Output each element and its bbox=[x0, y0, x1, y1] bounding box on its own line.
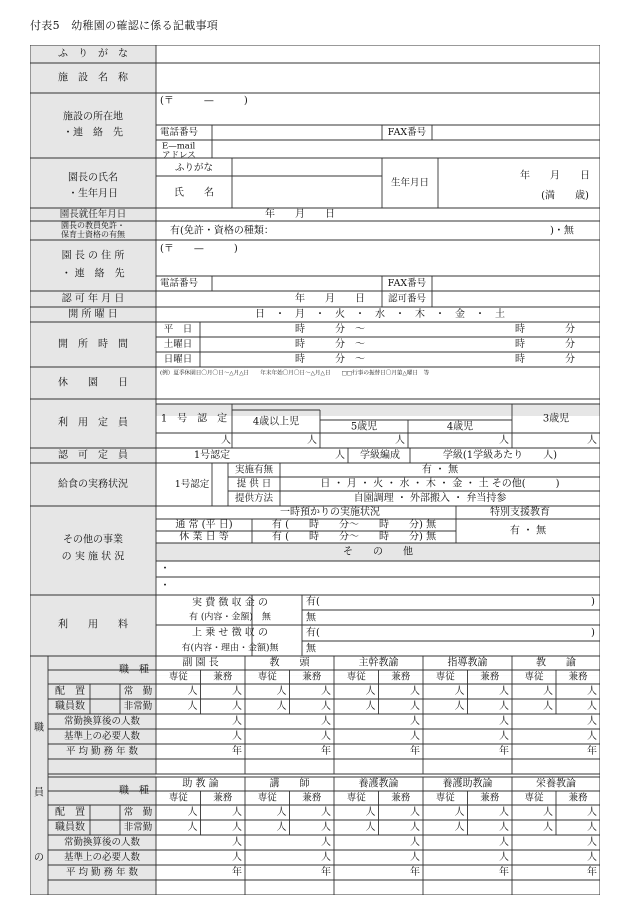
label-dedicated: 専従 bbox=[435, 792, 455, 804]
label-auth-capacity: 認 可 定 員 bbox=[58, 450, 128, 461]
staff-unit: 人 bbox=[499, 686, 509, 697]
label-holidays: 休 園 日 bbox=[58, 377, 128, 389]
label-role: 講 師 bbox=[269, 778, 310, 790]
year-unit: 年 bbox=[499, 746, 509, 757]
label-dedicated: 専従 bbox=[524, 671, 544, 683]
label-full-time: 常 勤 bbox=[123, 807, 153, 818]
staff-unit: 人 bbox=[365, 822, 376, 833]
label-facility-name: 施 設 名 称 bbox=[58, 72, 128, 84]
label-phone: 電話番号 bbox=[160, 127, 199, 138]
staff-unit: 人 bbox=[232, 701, 242, 712]
other-item-1: ・ bbox=[160, 563, 170, 575]
label-hours-day: 土曜日 bbox=[163, 339, 193, 350]
postal-code-field[interactable]: (〒 — ) bbox=[160, 95, 248, 107]
label-dedicated: 専従 bbox=[257, 671, 277, 683]
label-concurrent: 兼務 bbox=[480, 792, 500, 804]
meals-method-field[interactable]: 自園調理 ・ 外部搬入 ・ 弁当持参 bbox=[353, 493, 507, 504]
fte-unit: 人 bbox=[587, 837, 597, 848]
staff-unit: 人 bbox=[587, 822, 597, 833]
director-postal-field[interactable]: (〒 — ) bbox=[160, 243, 238, 255]
staff-unit: 人 bbox=[321, 807, 331, 818]
label-dedicated: 専従 bbox=[346, 792, 366, 804]
label-dedicated: 専従 bbox=[346, 671, 366, 683]
actual-cost-no-field[interactable]: 無 bbox=[306, 612, 316, 624]
label-concurrent: 兼務 bbox=[480, 671, 500, 683]
capacity-unit: 人 bbox=[307, 435, 317, 446]
staff-unit: 人 bbox=[321, 701, 331, 712]
meals-days-field[interactable]: 日 ・ 月 ・ 火 ・ 水 ・ 木 ・ 金 ・ 土 その他( ) bbox=[320, 478, 560, 490]
staff-unit: 人 bbox=[587, 701, 597, 712]
surcharge-no-field[interactable]: 無 bbox=[306, 643, 316, 655]
label-approval-number: 認可番号 bbox=[387, 293, 427, 305]
fte-unit: 人 bbox=[410, 716, 420, 727]
label-part-time: 非常勤 bbox=[123, 822, 153, 833]
label-class-composition: 学級編成 bbox=[360, 450, 400, 461]
label-director-name-field: 氏 名 bbox=[174, 187, 214, 199]
label-dedicated: 専従 bbox=[168, 792, 188, 804]
actual-cost-yes-field[interactable]: 有( bbox=[306, 596, 320, 608]
staff-unit: 人 bbox=[365, 686, 376, 697]
staff-unit: 人 bbox=[365, 701, 376, 712]
surcharge-yes-field[interactable]: 有( bbox=[306, 627, 320, 639]
label-fees: 利 用 料 bbox=[58, 619, 128, 631]
label-concurrent: 兼務 bbox=[391, 792, 411, 804]
staff-unit: 人 bbox=[276, 686, 287, 697]
label-age-4plus: 4歳以上児 bbox=[252, 416, 300, 428]
label-surcharge: 上 乗 せ 徴 収 の bbox=[192, 627, 268, 639]
label-auth-cert: 1号認定 bbox=[193, 450, 231, 461]
label-director-phone: 電話番号 bbox=[160, 278, 199, 289]
label-open-days: 開 所 曜 日 bbox=[68, 309, 118, 320]
label-role: 養護助教論 bbox=[442, 778, 493, 790]
staff-unit: 人 bbox=[410, 807, 420, 818]
birth-date-field[interactable]: 年 月 日 bbox=[520, 170, 590, 182]
label-director-address: 園 長 の 住 所 bbox=[61, 250, 125, 262]
label-role: 主幹教諭 bbox=[358, 657, 399, 669]
staff-unit: 人 bbox=[454, 701, 465, 712]
surcharge-close: ) bbox=[591, 627, 595, 639]
required-unit: 人 bbox=[410, 731, 420, 742]
label-weekday: 通 常 (平 日) bbox=[175, 519, 233, 531]
label-director-name: 園長の氏名 bbox=[68, 172, 118, 184]
label-part-time: 非常勤 bbox=[123, 701, 153, 712]
label-director-birth: ・生年月日 bbox=[68, 188, 118, 200]
label-director-fax: FAX番号 bbox=[387, 278, 427, 289]
capacity-unit: 人 bbox=[395, 435, 405, 446]
label-fax: FAX番号 bbox=[387, 127, 427, 138]
label-staff-side: の bbox=[34, 852, 44, 864]
label-staff-count: 職員数 bbox=[55, 701, 85, 712]
label-fte: 常勤換算後の人数 bbox=[63, 716, 141, 727]
label-concurrent: 兼務 bbox=[213, 792, 233, 804]
label-dedicated: 専従 bbox=[435, 671, 455, 683]
label-full-time: 常 勤 bbox=[123, 686, 153, 697]
label-role: 指導教諭 bbox=[447, 657, 488, 669]
year-unit: 年 bbox=[321, 867, 331, 878]
staff-unit: 人 bbox=[543, 807, 553, 818]
label-meals-cert: 1号認定 bbox=[174, 479, 210, 490]
required-unit: 人 bbox=[321, 731, 331, 742]
label-meals-method: 提供方法 bbox=[234, 493, 274, 504]
hours-to-field[interactable]: 時 分 bbox=[515, 354, 575, 365]
label-average-years: 平 均 勤 務 年 数 bbox=[65, 867, 139, 878]
label-director-furigana: ふりがな bbox=[174, 162, 214, 174]
weekday-care-field[interactable]: 有 ( 時 分～ 時 分) 無 bbox=[271, 519, 437, 531]
year-unit: 年 bbox=[587, 867, 597, 878]
staff-unit: 人 bbox=[543, 686, 553, 697]
approval-date-field[interactable]: 年 月 日 bbox=[295, 293, 365, 305]
hours-to-field[interactable]: 時 分 bbox=[515, 324, 575, 335]
staff-unit: 人 bbox=[587, 686, 597, 697]
label-placement: 配 置 bbox=[55, 807, 85, 818]
label-furigana: ふ り が な bbox=[58, 48, 128, 60]
label-license: 園長の教員免許・ bbox=[61, 221, 125, 230]
label-job-type: 職 種 bbox=[119, 664, 149, 676]
license-field[interactable]: 有(免許・資格の種類： bbox=[170, 225, 274, 237]
appointed-date-field[interactable]: 年 月 日 bbox=[265, 209, 335, 220]
label-email: E—mail bbox=[162, 141, 196, 152]
staff-unit: 人 bbox=[187, 701, 198, 712]
application-form bbox=[30, 45, 600, 895]
staff-unit: 人 bbox=[187, 822, 198, 833]
label-concurrent: 兼務 bbox=[302, 792, 322, 804]
staff-unit: 人 bbox=[276, 701, 287, 712]
hours-from-field[interactable]: 時 分 ～ bbox=[295, 354, 365, 365]
required-unit: 人 bbox=[232, 731, 242, 742]
actual-cost-close: ) bbox=[591, 596, 595, 608]
label-concurrent: 兼務 bbox=[568, 792, 588, 804]
label-meals: 給食の実務状況 bbox=[58, 479, 128, 490]
required-unit: 人 bbox=[587, 731, 597, 742]
label-role: 助 教 論 bbox=[182, 778, 219, 790]
staff-unit: 人 bbox=[410, 686, 420, 697]
fte-unit: 人 bbox=[587, 716, 597, 727]
fte-unit: 人 bbox=[321, 716, 331, 727]
label-dedicated: 専従 bbox=[168, 671, 188, 683]
staff-unit: 人 bbox=[543, 701, 553, 712]
staff-unit: 人 bbox=[276, 807, 287, 818]
hours-from-field[interactable]: 時 分 ～ bbox=[295, 324, 365, 335]
holiday-care-field[interactable]: 有 ( 時 分～ 時 分) 無 bbox=[271, 531, 437, 543]
staff-unit: 人 bbox=[410, 822, 420, 833]
license-tail: )・無 bbox=[550, 225, 574, 237]
label-director-contact: ・ 連 絡 先 bbox=[61, 268, 125, 280]
staff-unit: 人 bbox=[454, 686, 465, 697]
year-unit: 年 bbox=[410, 746, 420, 757]
staff-unit: 人 bbox=[499, 807, 509, 818]
label-other: そ の 他 bbox=[343, 546, 413, 558]
label-email-2: アドレス bbox=[162, 150, 196, 161]
label-job-type: 職 種 bbox=[119, 785, 149, 797]
label-role: 副 園 長 bbox=[182, 657, 219, 669]
label-role: 教 頭 bbox=[269, 657, 310, 669]
staff-unit: 人 bbox=[365, 807, 376, 818]
auth-capacity-unit: 人 bbox=[335, 450, 345, 461]
label-average-years: 平 均 勤 務 年 数 bbox=[65, 746, 139, 757]
label-fte: 常勤換算後の人数 bbox=[63, 837, 141, 848]
fte-unit: 人 bbox=[321, 837, 331, 848]
label-meals-days: 提 供 日 bbox=[236, 478, 272, 490]
label-age-5: 5歳児 bbox=[350, 421, 378, 433]
label-actual-cost-2: 有 (内容・金額) 無 bbox=[189, 612, 271, 623]
label-staff-side: 職 bbox=[34, 722, 44, 734]
label-other-projects: その他の事業 bbox=[63, 534, 123, 546]
staff-unit: 人 bbox=[187, 686, 198, 697]
label-required-staff: 基準上の必要人数 bbox=[63, 731, 141, 742]
fte-unit: 人 bbox=[232, 837, 242, 848]
label-age-4: 4歳児 bbox=[446, 421, 474, 433]
staff-unit: 人 bbox=[187, 807, 198, 818]
label-age-3: 3歳児 bbox=[542, 413, 570, 425]
label-role: 養護教論 bbox=[358, 778, 399, 790]
year-unit: 年 bbox=[587, 746, 597, 757]
capacity-unit: 人 bbox=[587, 435, 597, 446]
label-concurrent: 兼務 bbox=[302, 671, 322, 683]
label-other-projects-2: の 実 施 状 況 bbox=[61, 551, 125, 563]
fte-unit: 人 bbox=[410, 837, 420, 848]
staff-unit: 人 bbox=[232, 822, 242, 833]
capacity-unit: 人 bbox=[221, 435, 231, 446]
staff-unit: 人 bbox=[321, 686, 331, 697]
other-item-2: ・ bbox=[160, 580, 170, 592]
label-hours-day: 平 日 bbox=[163, 324, 193, 335]
label-role: 教 諭 bbox=[536, 657, 576, 669]
holiday-example: (例）夏季休園日〇月〇日～△月△日 年末年始〇月〇日～△月△日 □□行事の振替日〇月第△曜日 等 bbox=[160, 370, 430, 377]
required-unit: 人 bbox=[410, 852, 420, 863]
label-dedicated: 専従 bbox=[257, 792, 277, 804]
label-cert-1: 1 号 認 定 bbox=[160, 413, 228, 425]
required-unit: 人 bbox=[499, 731, 509, 742]
year-unit: 年 bbox=[232, 867, 242, 878]
staff-unit: 人 bbox=[543, 822, 553, 833]
staff-unit: 人 bbox=[232, 807, 242, 818]
year-unit: 年 bbox=[499, 867, 509, 878]
capacity-unit: 人 bbox=[499, 435, 509, 446]
staff-unit: 人 bbox=[499, 822, 509, 833]
staff-unit: 人 bbox=[232, 686, 242, 697]
label-facility-contact: ・連 絡 先 bbox=[63, 127, 123, 139]
label-special-education: 特別支援教育 bbox=[490, 507, 550, 518]
year-unit: 年 bbox=[410, 867, 420, 878]
special-education-field[interactable]: 有 ・ 無 bbox=[509, 525, 547, 537]
label-license-2: 保育士資格の有無 bbox=[61, 230, 125, 239]
label-placement: 配 置 bbox=[55, 686, 85, 697]
hours-from-field[interactable]: 時 分 ～ bbox=[295, 339, 365, 350]
label-concurrent: 兼務 bbox=[568, 671, 588, 683]
label-staff-count: 職員数 bbox=[55, 822, 85, 833]
class-composition-field[interactable]: 学級(1学級あたり 人) bbox=[442, 450, 558, 461]
staff-unit: 人 bbox=[587, 807, 597, 818]
required-unit: 人 bbox=[587, 852, 597, 863]
label-holiday-care: 休 業 日 等 bbox=[179, 531, 229, 543]
fte-unit: 人 bbox=[499, 837, 509, 848]
staff-unit: 人 bbox=[276, 822, 287, 833]
label-facility-address: 施設の所在地 bbox=[63, 111, 123, 123]
staff-unit: 人 bbox=[454, 807, 465, 818]
label-hours-day: 日曜日 bbox=[163, 354, 193, 365]
label-temporary-care: 一時預かりの実施状況 bbox=[280, 507, 380, 518]
staff-unit: 人 bbox=[321, 822, 331, 833]
staff-unit: 人 bbox=[454, 822, 465, 833]
label-concurrent: 兼務 bbox=[213, 671, 233, 683]
fte-unit: 人 bbox=[499, 716, 509, 727]
meals-implemented-field[interactable]: 有 ・ 無 bbox=[421, 464, 459, 476]
label-capacity: 利 用 定 員 bbox=[58, 417, 128, 429]
label-dedicated: 専従 bbox=[524, 792, 544, 804]
required-unit: 人 bbox=[499, 852, 509, 863]
label-appointed-date: 園長就任年月日 bbox=[59, 209, 127, 220]
year-unit: 年 bbox=[232, 746, 242, 757]
hours-to-field[interactable]: 時 分 bbox=[515, 339, 575, 350]
open-days-field[interactable]: 日 ・ 月 ・ 火 ・ 水 ・ 木 ・ 金 ・ 土 bbox=[255, 309, 505, 320]
year-unit: 年 bbox=[321, 746, 331, 757]
fte-unit: 人 bbox=[232, 716, 242, 727]
label-required-staff: 基準上の必要人数 bbox=[63, 852, 141, 863]
age-field[interactable]: (満 歳) bbox=[541, 190, 589, 202]
label-concurrent: 兼務 bbox=[391, 671, 411, 683]
label-role: 栄養教論 bbox=[536, 778, 576, 790]
form-title: 付表5 幼稚園の確認に係る記載事項 bbox=[30, 19, 219, 32]
required-unit: 人 bbox=[232, 852, 242, 863]
label-birth-date: 生年月日 bbox=[390, 177, 430, 189]
label-meals-implemented: 実施有無 bbox=[234, 464, 274, 476]
label-open-hours: 開 所 時 間 bbox=[58, 339, 128, 350]
label-approval-date: 認 可 年 月 日 bbox=[61, 293, 125, 305]
staff-unit: 人 bbox=[499, 701, 509, 712]
required-unit: 人 bbox=[321, 852, 331, 863]
staff-unit: 人 bbox=[410, 701, 420, 712]
label-surcharge-2: 有(内容・理由・金額)無 bbox=[181, 643, 279, 654]
label-staff-side: 員 bbox=[34, 787, 44, 799]
label-actual-cost: 実 費 徴 収 金 の bbox=[192, 597, 268, 609]
